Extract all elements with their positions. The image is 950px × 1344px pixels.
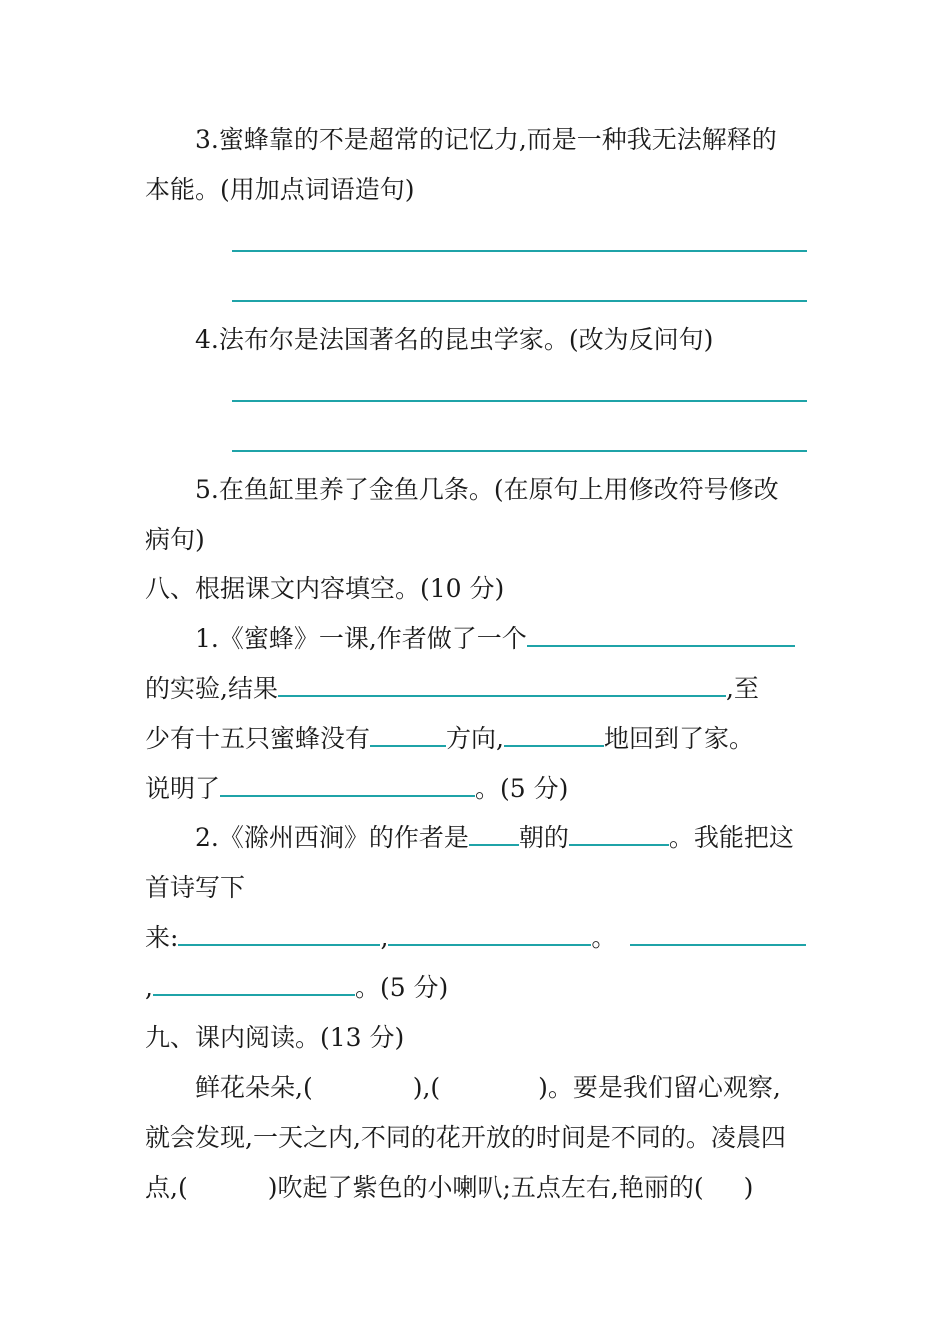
s8-item2-text-i: 。(5 分) bbox=[354, 973, 449, 1002]
s9-p3-text-a: 点,( bbox=[145, 1173, 188, 1202]
s8-item2-text-b: 朝的 bbox=[518, 823, 569, 852]
s9-para-line1 bbox=[145, 1070, 810, 1106]
s8-item1-text-f: 地回到了家。 bbox=[603, 724, 754, 753]
s8-item2-blank-poem-2[interactable] bbox=[388, 920, 591, 946]
s8-item2-blank-dynasty[interactable] bbox=[469, 820, 519, 846]
s9-para-line3 bbox=[145, 1170, 810, 1206]
s8-item1-blank-result[interactable] bbox=[278, 671, 726, 697]
q4-answer-line-1[interactable] bbox=[232, 400, 807, 402]
s8-item1-blank-manner[interactable] bbox=[504, 721, 604, 747]
s8-item2-text-f: , bbox=[380, 923, 389, 952]
s8-item1-line3 bbox=[145, 721, 810, 757]
s8-item2-text-a: 2.《滁州西涧》的作者是 bbox=[195, 823, 469, 852]
s8-item2-blank-poem-1[interactable] bbox=[178, 920, 380, 946]
s8-item2-text-h: , bbox=[145, 973, 153, 1002]
s9-p3-text-b: )吹起了紫色的小喇叭;五点左右,艳丽的( bbox=[267, 1173, 704, 1202]
section9-heading: 九、课内阅读。(13 分) bbox=[145, 1023, 405, 1052]
s9-p1-text-a: 鲜花朵朵,( bbox=[195, 1073, 313, 1102]
q3-answer-line-2[interactable] bbox=[232, 300, 807, 302]
s8-item1-line1 bbox=[145, 621, 810, 657]
s8-item1-text-b: 的实验,结果 bbox=[145, 674, 278, 703]
s8-item2-text-e: 来: bbox=[145, 923, 179, 952]
s8-item1-blank-experiment[interactable] bbox=[527, 621, 795, 647]
s8-item1-text-g: 说明了 bbox=[145, 774, 221, 803]
s8-item1-text-e: 方向, bbox=[446, 724, 504, 753]
q3-line1: 3.蜜蜂靠的不是超常的记忆力,而是一种我无法解释的 bbox=[195, 125, 777, 154]
s9-para-line2: 就会发现,一天之内,不同的花开放的时间是不同的。凌晨四 bbox=[145, 1123, 786, 1152]
q3-answer-line-1[interactable] bbox=[232, 250, 807, 252]
s8-item2-blank-poem-4[interactable] bbox=[153, 970, 355, 996]
s8-item1-text-d: 少有十五只蜜蜂没有 bbox=[145, 724, 371, 753]
s9-p3-text-c: ) bbox=[743, 1173, 754, 1202]
section8-heading: 八、根据课文内容填空。(10 分) bbox=[145, 574, 505, 603]
s8-item1-blank-direction[interactable] bbox=[370, 721, 446, 747]
s9-p1-text-c: )。要是我们留心观察, bbox=[538, 1073, 781, 1102]
s8-item2-text-g: 。 bbox=[591, 923, 617, 952]
s9-p1-text-b: ),( bbox=[412, 1073, 441, 1102]
s8-item2-blank-author[interactable] bbox=[569, 820, 669, 846]
s8-item1-blank-conclusion[interactable] bbox=[220, 771, 475, 797]
q4-answer-line-2[interactable] bbox=[232, 450, 807, 452]
q4-line1: 4.法布尔是法国著名的昆虫学家。(改为反问句) bbox=[195, 325, 714, 354]
s8-item2-line3 bbox=[145, 920, 810, 956]
q5-line2: 病句) bbox=[145, 525, 205, 554]
s8-item1-line4 bbox=[145, 771, 810, 807]
s8-item1-text-h: 。(5 分) bbox=[475, 774, 569, 803]
s8-item1-text-a: 1.《蜜蜂》一课,作者做了一个 bbox=[195, 624, 527, 653]
s8-item1-line2 bbox=[145, 671, 810, 707]
q3-line2: 本能。(用加点词语造句) bbox=[145, 175, 415, 204]
s8-item2-line4 bbox=[145, 970, 810, 1006]
s8-item2-line1 bbox=[145, 820, 810, 856]
q5-line1: 5.在鱼缸里养了金鱼几条。(在原句上用修改符号修改 bbox=[195, 475, 779, 504]
s8-item2-line2: 首诗写下 bbox=[145, 873, 246, 902]
s8-item2-blank-poem-3[interactable] bbox=[630, 920, 806, 946]
s8-item1-text-c: ,至 bbox=[725, 674, 759, 703]
s8-item2-text-c: 。我能把这 bbox=[668, 823, 794, 852]
